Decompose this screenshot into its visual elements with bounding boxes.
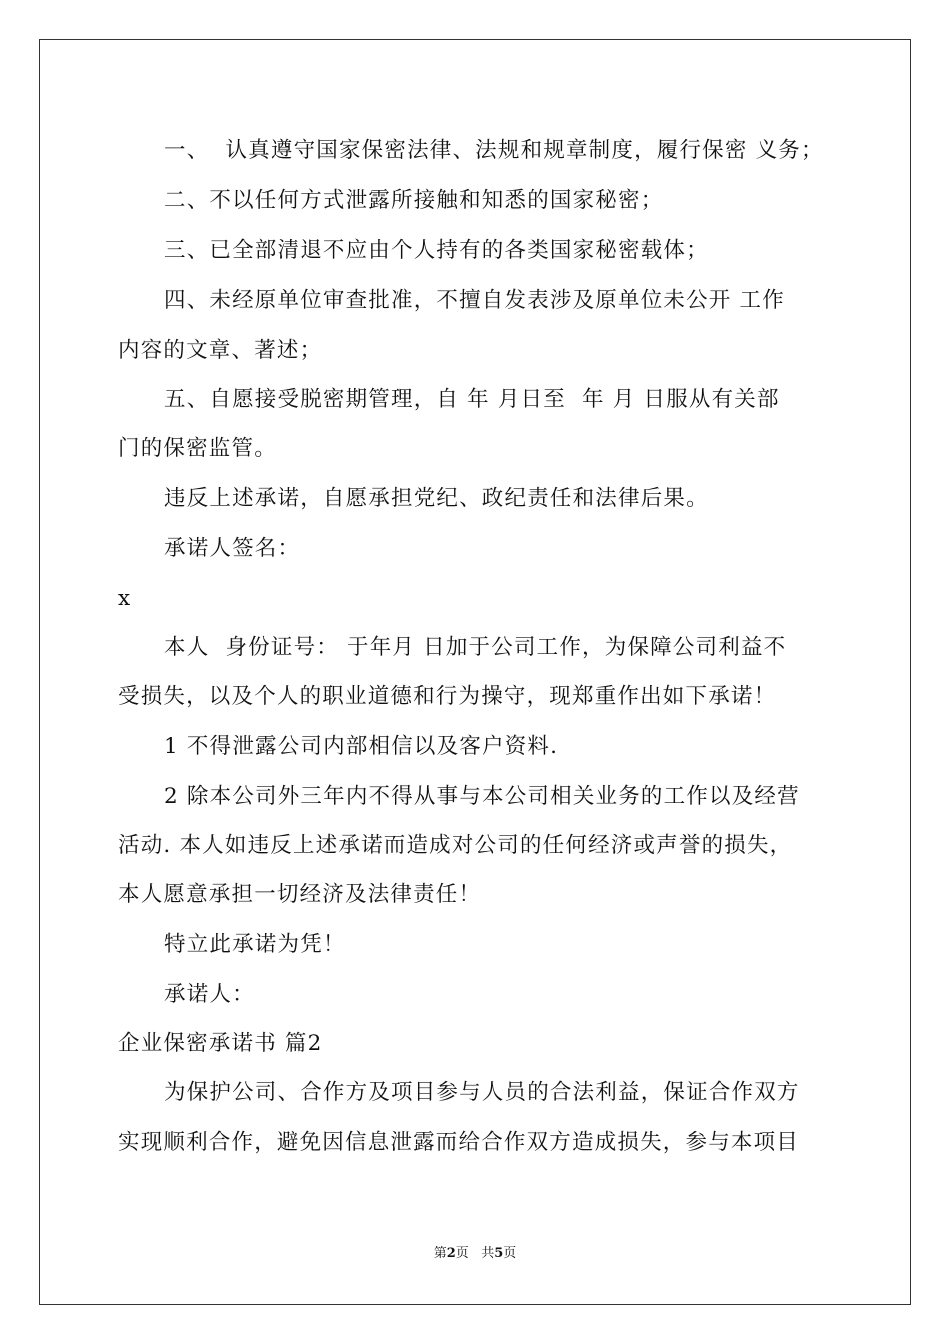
- current-page-number: 2: [446, 1246, 456, 1261]
- text-line: 活动. 本人如违反上述承诺而造成对公司的任何经济或声誉的损失，: [118, 833, 793, 858]
- page-border: [39, 39, 911, 1305]
- text-line: 二、不以任何方式泄露所接触和知悉的国家秘密；: [164, 188, 664, 213]
- page-number-footer: [0, 1245, 950, 1263]
- text-line: 承诺人签名：: [164, 536, 301, 561]
- text-line: 本人 身份证号： 于年月 日加于公司工作，为保障公司利益不: [164, 635, 787, 660]
- text-line: 实现顺利合作，避免因信息泄露而给合作双方造成损失，参与本项目: [118, 1130, 800, 1155]
- text-line: 门的保密监管。: [118, 436, 277, 461]
- text-line: 三、已全部清退不应由个人持有的各类国家秘密载体；: [164, 238, 709, 263]
- text-line: 为保护公司、合作方及项目参与人员的合法利益，保证合作双方: [164, 1080, 800, 1105]
- footer-prefix: 第: [433, 1246, 447, 1261]
- text-line: 违反上述承诺，自愿承担党纪、政纪责任和法律后果。: [164, 486, 709, 511]
- text-line: x: [118, 586, 132, 611]
- text-line: 一、 认真遵守国家保密法律、法规和规章制度，履行保密 义务；: [164, 138, 824, 163]
- text-line: 本人愿意承担一切经济及法律责任！: [118, 882, 482, 907]
- text-line: 特立此承诺为凭！: [164, 932, 346, 957]
- text-line: 受损失，以及个人的职业道德和行为操守，现郑重作出如下承诺！: [118, 684, 777, 709]
- section-heading: 企业保密承诺书 篇2: [118, 1031, 323, 1056]
- text-line: 内容的文章、著述；: [118, 338, 323, 363]
- text-line: 1 不得泄露公司内部相信以及客户资料.: [164, 734, 559, 759]
- footer-mid: 页 共: [455, 1246, 495, 1261]
- text-line: 2 除本公司外三年内不得从事与本公司相关业务的工作以及经营: [164, 784, 800, 809]
- text-line: 五、自愿接受脱密期管理，自 年 月日至 年 月 日服从有关部: [164, 387, 780, 412]
- footer-suffix: 页: [503, 1246, 517, 1261]
- text-line: 承诺人：: [164, 982, 255, 1007]
- text-line: 四、未经原单位审查批准，不擅自发表涉及原单位未公开 工作: [164, 288, 785, 313]
- total-page-number: 5: [494, 1246, 504, 1261]
